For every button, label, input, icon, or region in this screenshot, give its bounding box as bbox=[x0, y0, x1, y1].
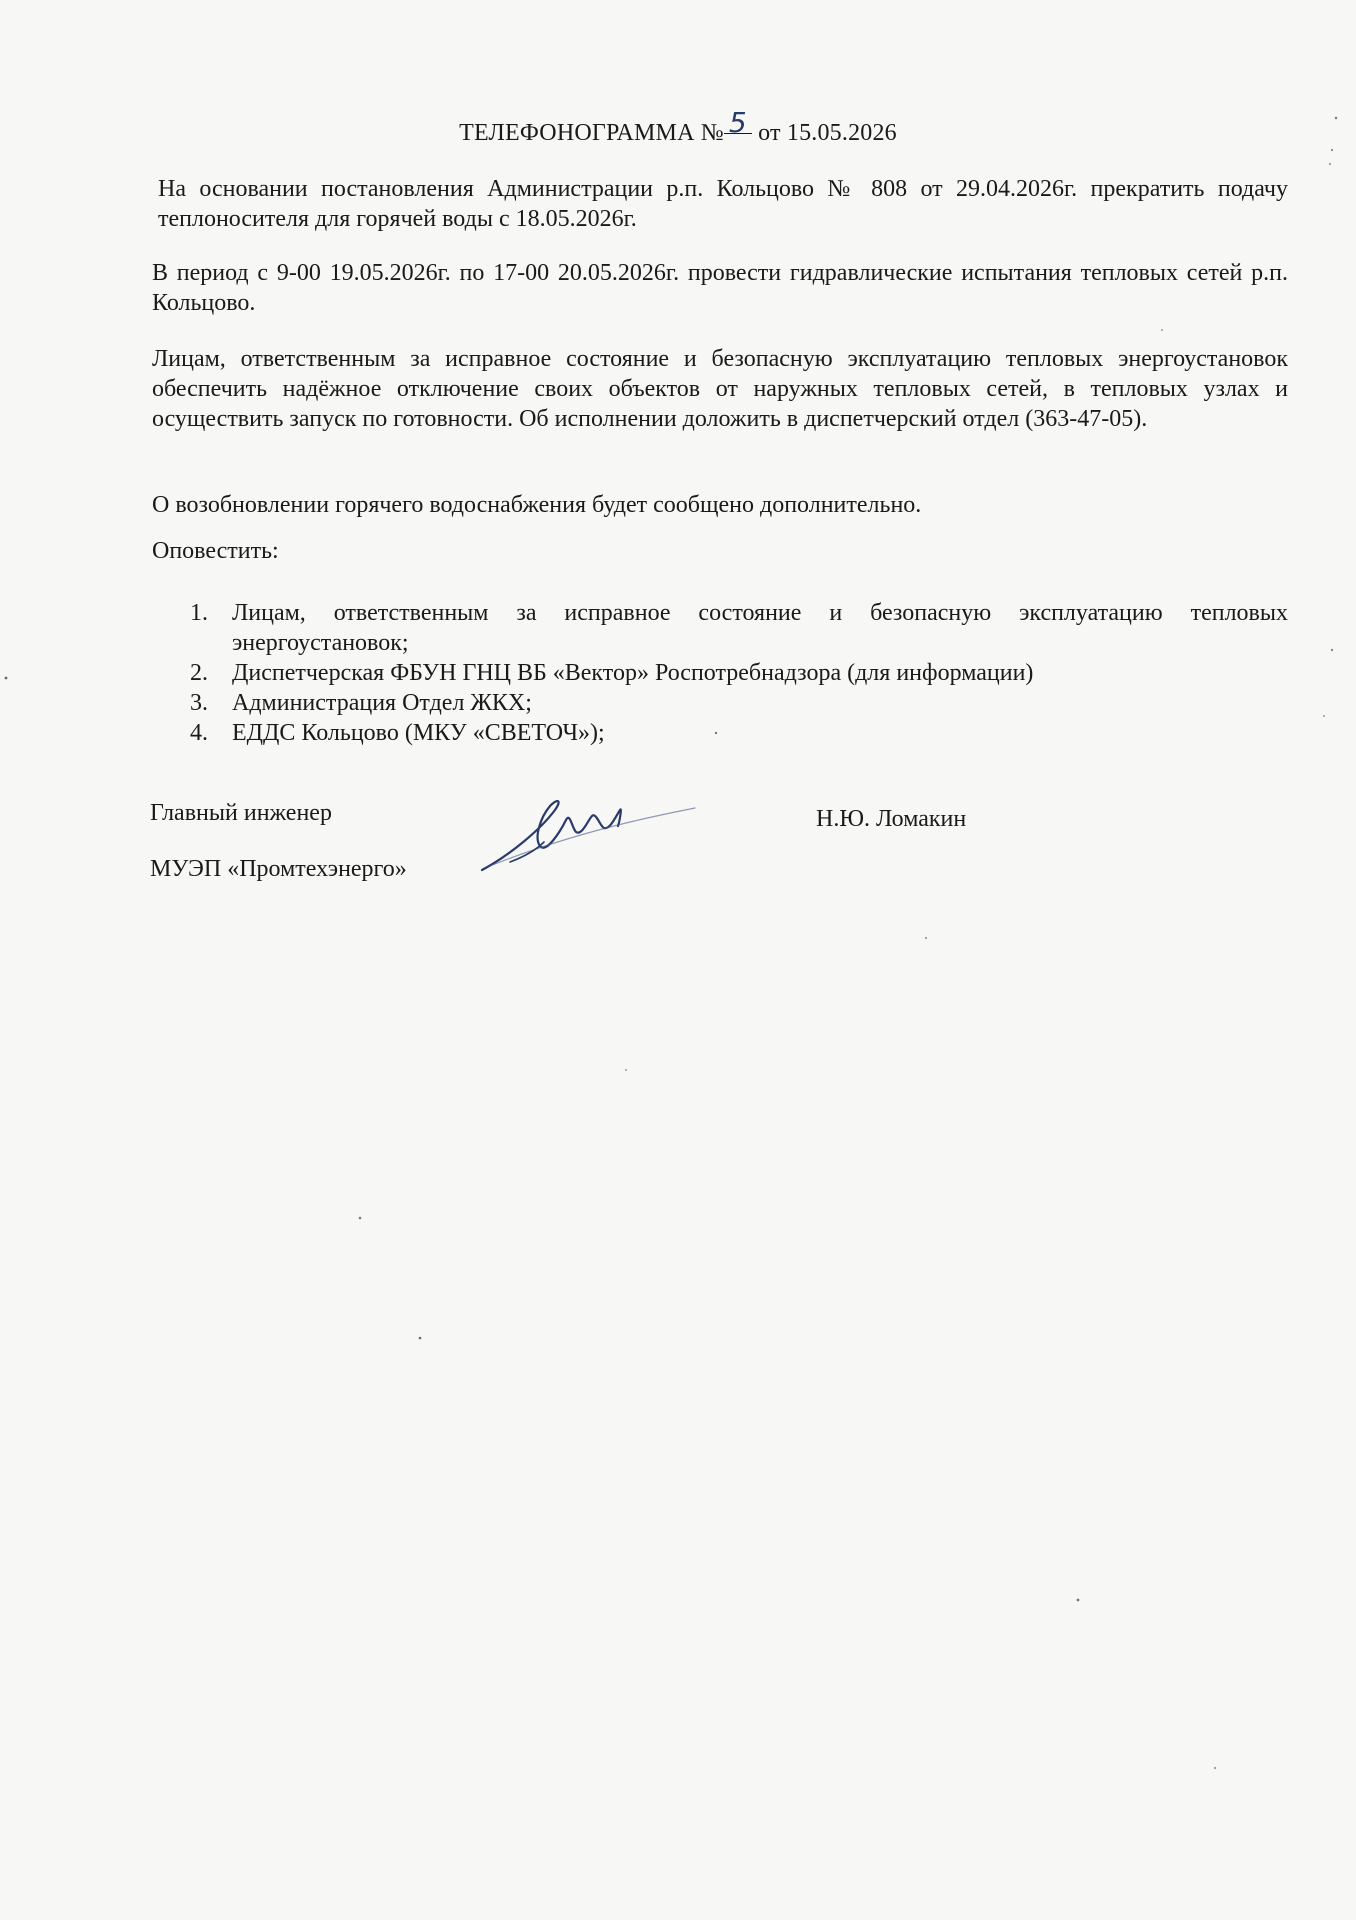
list-item-number: 1. bbox=[190, 600, 208, 626]
paragraph-responsible-persons: Лицам, ответственным за исправное состояние и безопасную эксплуатацию тепловых энергоустановок обеспечить надёжное отключение своих объектов от наружных тепловых сетей, в тепловых узлах и осуществить запуск по готовности. Об исполнении доложить в диспетчерский отдел (363-47-05). bbox=[152, 346, 1288, 432]
title-suffix: от 15.05.2026 bbox=[751, 120, 897, 146]
list-item-text: ЕДДС Кольцово (МКУ «СВЕТОЧ»); bbox=[232, 720, 605, 746]
paragraph-decree: На основании постановления Администрации р.п. Кольцово № 808 от 29.04.2026г. прекратить подачу теплоносителя для горячей воды с 18.05.2026г. bbox=[158, 176, 1288, 232]
list-item-number: 2. bbox=[190, 660, 208, 686]
list-item bbox=[190, 688, 1288, 718]
list-item-text: Лицам, ответственным за исправное состояние и безопасную эксплуатацию тепловых энергоустановок; bbox=[232, 600, 1288, 656]
list-item-text: Администрация Отдел ЖКХ; bbox=[232, 690, 532, 716]
paragraph-resumption: О возобновлении горячего водоснабжения будет сообщено дополнительно. bbox=[152, 492, 922, 518]
list-item-number: 4. bbox=[190, 720, 208, 746]
title-prefix: ТЕЛЕФОНОГРАММА № bbox=[459, 120, 724, 146]
handwritten-signature bbox=[470, 770, 710, 890]
telephonogram-number: 5 bbox=[724, 113, 752, 134]
signer-name: Н.Ю. Ломакин bbox=[816, 806, 967, 832]
document-title bbox=[0, 106, 1356, 147]
list-item bbox=[190, 598, 1288, 658]
list-item-number: 3. bbox=[190, 690, 208, 716]
list-item-text: Диспетчерская ФБУН ГНЦ ВБ «Вектор» Роспотребнадзора (для информации) bbox=[232, 660, 1034, 686]
notify-list bbox=[190, 598, 1288, 748]
signer-organization: МУЭП «Промтехэнерго» bbox=[150, 856, 407, 882]
list-item bbox=[190, 718, 1288, 748]
list-item bbox=[190, 658, 1288, 688]
paragraph-testing-period: В период с 9-00 19.05.2026г. по 17-00 20.05.2026г. провести гидравлические испытания тепловых сетей р.п. Кольцово. bbox=[152, 260, 1288, 316]
paragraph-notify-heading: Оповестить: bbox=[152, 538, 279, 564]
signer-role: Главный инженер bbox=[150, 800, 332, 826]
